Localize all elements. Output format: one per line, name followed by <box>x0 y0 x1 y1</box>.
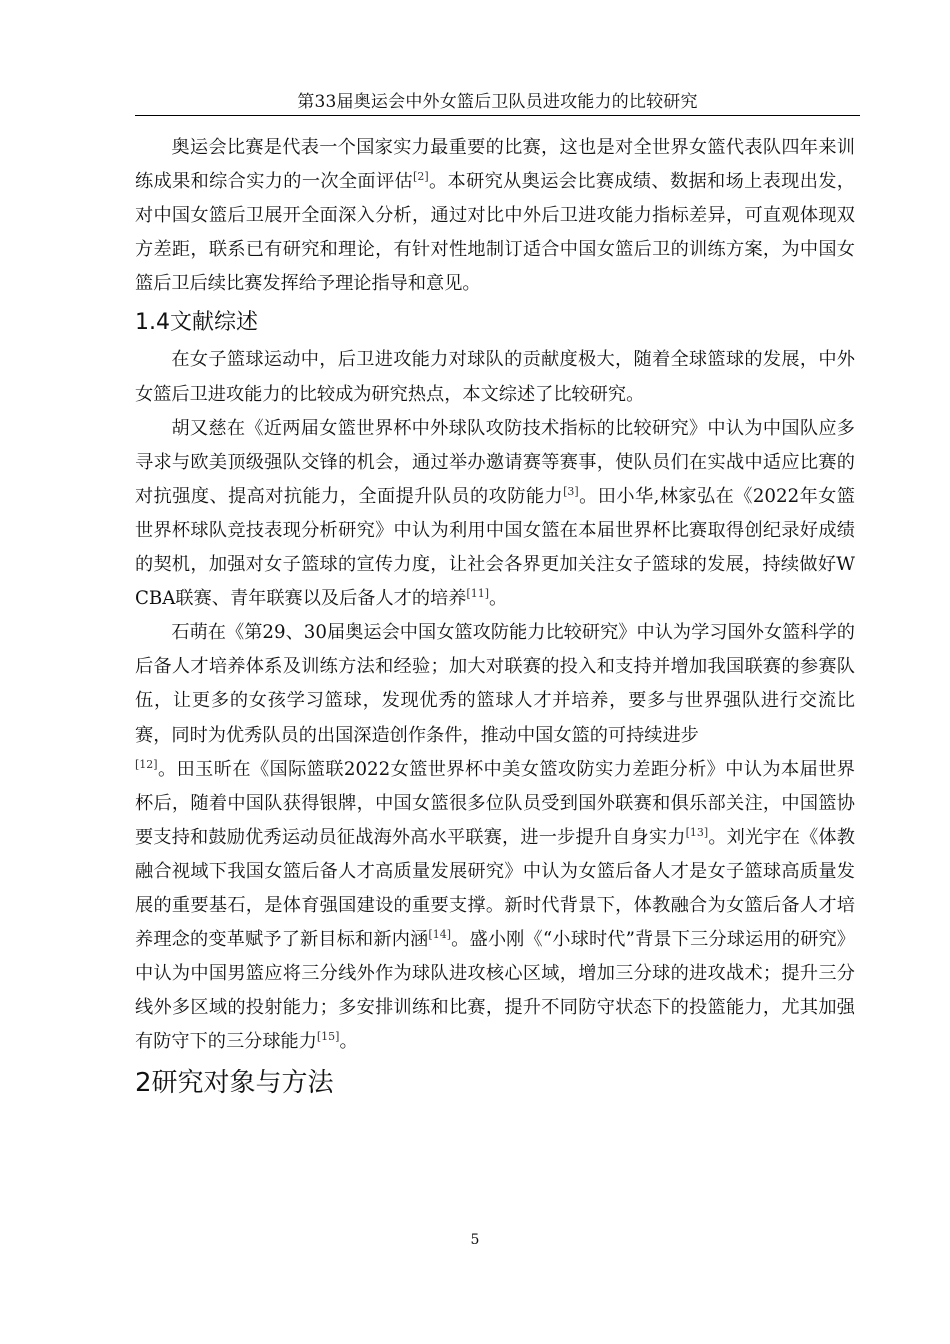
paragraph-text: 。本研究从奥运会比赛成绩、数据和场上表现出发，对中国女篮后卫展开全面深入分析，通过对比中外后卫进攻能力指标差异，可直观体现双方差距，联系已有研究和理论，有针对性地制订适合中国女篮后卫的训练方案，为中国女篮后卫后续比赛发挥给予理论指导和意见。 <box>135 171 855 295</box>
paragraph-olympics-intro <box>135 131 855 301</box>
citation-ref: [12] <box>135 757 158 771</box>
citation-ref: [13] <box>685 825 709 839</box>
section-heading-literature-review: 1.4文献综述 <box>135 310 258 336</box>
citation-ref: [2] <box>413 170 429 184</box>
body-text <box>135 131 855 1103</box>
paragraph-tian-yuxin-liu-sheng <box>135 753 855 1060</box>
paragraph-text: 。田小华,林家弘在《2022年女篮世界杯球队竞技表现分析研究》中认为利用中国女篮在本届世界杯比赛取得创纪录好成绩的契机，加强对女子篮球的宣传力度，让社会各界更加关注女子篮球的发展，持续做好WCBA联赛、青年联赛以及后备人才的培养 <box>135 485 855 610</box>
paragraph-text: 石萌在《第29、30届奥运会中国女篮攻防能力比较研究》中认为学习国外女篮科学的后备人才培养体系及训练方法和经验；加大对联赛的投入和支持并增加我国联赛的参赛队伍，让更多的女孩学习篮球，发现优秀的篮球人才并培养，要多与世界强队进行交流比赛，同时为优秀队员的出国深造创作条件，推动中国女篮的可持续进步 <box>135 622 855 746</box>
paragraph-text: 在女子篮球运动中，后卫进攻能力对球队的贡献度极大，随着全球篮球的发展，中外女篮后卫进攻能力的比较成为研究热点，本文综述了比较研究。 <box>135 349 855 405</box>
citation-ref: [3] <box>563 484 579 498</box>
header-rule <box>135 115 860 116</box>
paragraph-text: 。刘光宇在《体教融合视域下我国女篮后备人才高质量发展研究》中认为女篮后备人才是女子篮球高质量发展的重要基石，是体育强国建设的重要支撑。新时代背景下，体教融合为女篮后备人才培养理念的变革赋予了新目标和新内涵 <box>135 826 855 951</box>
paragraph-text: 。田玉昕在《国际篮联2022女篮世界杯中美女篮攻防实力差距分析》中认为本届世界杯后，随着中国队获得银牌，中国女篮很多位队员受到国外联赛和俱乐部关注，中国篮协要支持和鼓励优秀运动员征战海外高水平联赛，进一步提升自身实力 <box>135 758 855 848</box>
page-number: 5 <box>470 1232 480 1248</box>
paragraph-text: 胡又慈在《近两届女篮世界杯中外球队攻防技术指标的比较研究》中认为中国队应多寻求与欧美顶级强队交锋的机会，通过举办邀请赛等赛事，使队员们在实战中适应比赛的对抗强度、提高对抗能力，全面提升队员的攻防能力 <box>135 417 855 507</box>
citation-ref: [14] <box>428 928 451 942</box>
paragraph-shi-meng <box>135 616 855 752</box>
paragraph-text: 。盛小刚《“小球时代”背景下三分球运用的研究》中认为中国男篮应将三分线外作为球队进攻核心区域，增加三分球的进攻战术；提升三分线外多区域的投射能力；多安排训练和比赛，提升不同防守状态下的投篮能力，尤其加强有防守下的三分球能力 <box>135 929 855 1053</box>
paragraph-review-intro <box>135 343 855 411</box>
paragraph-text: 。 <box>339 1031 358 1053</box>
citation-ref: [11] <box>466 587 490 601</box>
paragraph-text: 奥运会比赛是代表一个国家实力最重要的比赛，这也是对全世界女篮代表队四年来训练成果和综合实力的一次全面评估 <box>135 137 855 193</box>
citation-ref: [15] <box>316 1030 340 1044</box>
paragraph-hu-youci <box>135 412 855 617</box>
running-header: 第33届奥运会中外女篮后卫队员进攻能力的比较研究 <box>297 92 698 112</box>
paragraph-text: 。 <box>489 588 508 610</box>
chapter-heading-research-methods: 2研究对象与方法 <box>135 1068 334 1099</box>
